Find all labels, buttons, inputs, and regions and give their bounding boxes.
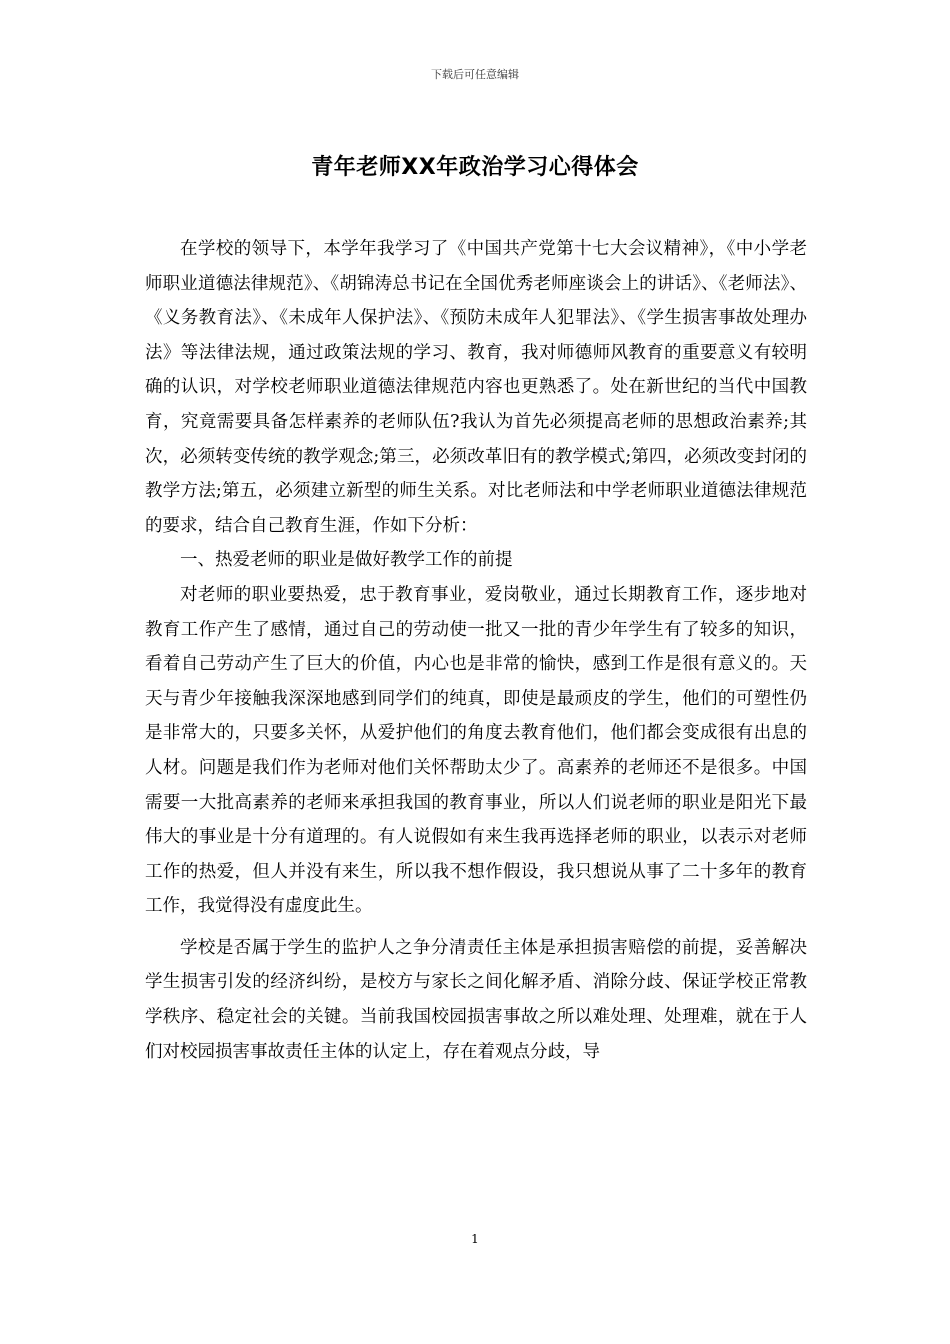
page-number: 1 — [471, 1232, 479, 1246]
paragraph-intro: 在学校的领导下，本学年我学习了《中国共产党第十七大会议精神》，《中小学老师职业道德法律规范》、《胡锦涛总书记在全国优秀老师座谈会上的讲话》、《老师法》、《义务教育法》、《未成年人保护法》、《预防未成年人犯罪法》、《学生损害事故处理办法》等法律法规，通过政策法规的学习、教育，我对师德师风教育的重要意义有较明确的认识，对学校老师职业道德法律规范内容也更熟悉了。处在新世纪的当代中国教育，究竟需要具备怎样素养的老师队伍?我认为首先必须提高老师的思想政治素养;其次，必须转变传统的教学观念;第三，必须改革旧有的教学模式;第四，必须改变封闭的教学方法;第五，必须建立新型的师生关系。对比老师法和中学老师职业道德法律规范的要求，结合自己教育生涯，作如下分析： — [145, 239, 807, 536]
section-heading-1: 一、热爱老师的职业是做好教学工作的前提 — [180, 550, 513, 571]
document-title: 青年老师XX年政治学习心得体会 — [311, 155, 639, 180]
document-body — [145, 232, 807, 1069]
paragraph-school-guardian: 学校是否属于学生的监护人之争分清责任主体是承担损害赔偿的前提，妥善解决学生损害引发的经济纠纷，是校方与家长之间化解矛盾、消除分歧、保证学校正常教学秩序、稳定社会的关键。当前我国校园损害事故之所以难处理、处理难，就在于人们对校园损害事故责任主体的认定上，存在着观点分歧，导 — [145, 937, 807, 1062]
paragraph-love-of-teaching: 对老师的职业要热爱，忠于教育事业，爱岗敬业，通过长期教育工作，逐步地对教育工作产生了感情，通过自己的劳动使一批又一批的青少年学生有了较多的知识，看着自己劳动产生了巨大的价值，内心也是非常的愉快，感到工作是很有意义的。天天与青少年接触我深深地感到同学们的纯真，即使是最顽皮的学生，他们的可塑性仍是非常大的，只要多关怀，从爱护他们的角度去教育他们，他们都会变成很有出息的人材。问题是我们作为老师对他们关怀帮助太少了。高素养的老师还不是很多。中国需要一大批高素养的老师来承担我国的教育事业，所以人们说老师的职业是阳光下最伟大的事业是十分有道理的。有人说假如有来生我再选择老师的职业，以表示对老师工作的热爱，但人并没有来生，所以我不想作假设，我只想说从事了二十多年的教育工作，我觉得没有虚度此生。 — [145, 584, 807, 917]
page-header-note: 下载后可任意编辑 — [431, 68, 519, 81]
